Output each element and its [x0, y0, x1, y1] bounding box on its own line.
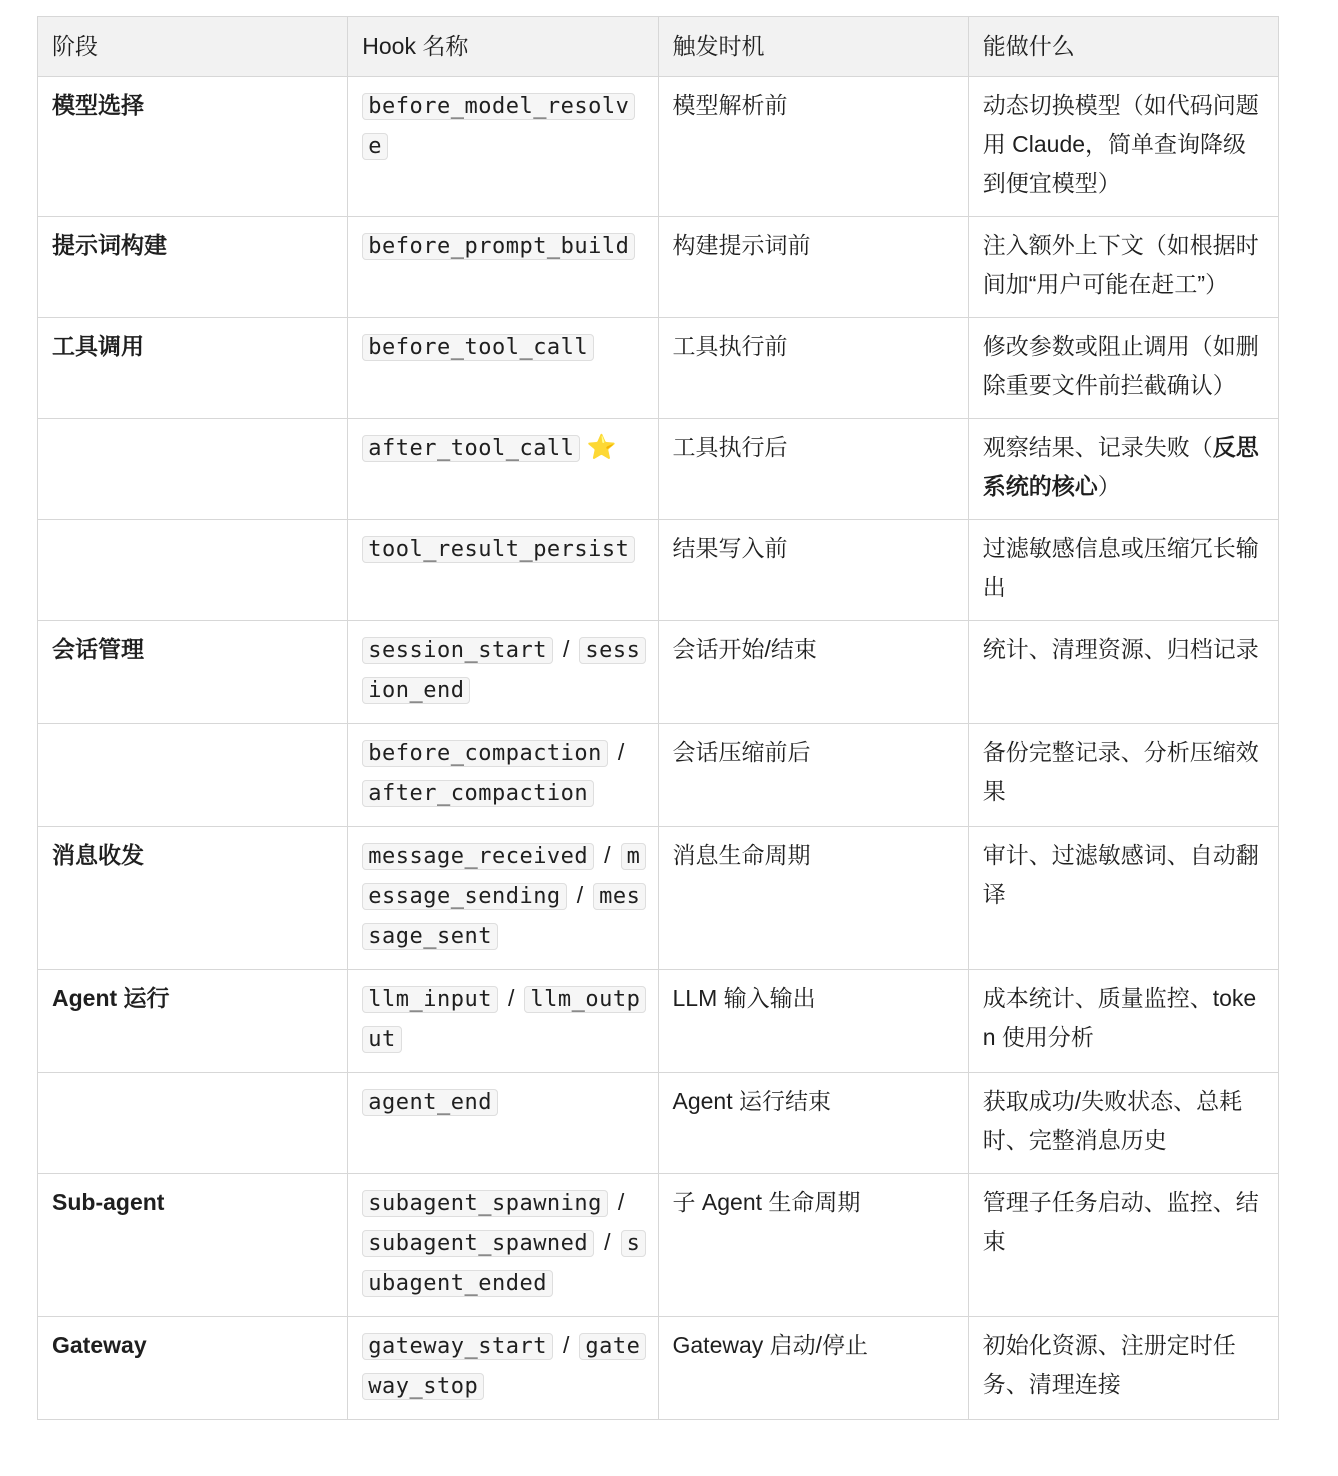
hook-separator: /	[507, 985, 515, 1011]
hook-cell	[348, 217, 658, 318]
stage-cell: Sub-agent	[38, 1174, 348, 1317]
hooks-table	[37, 16, 1279, 1420]
stage-cell: 消息收发	[38, 827, 348, 970]
hook-code: after_compaction	[362, 780, 594, 807]
hook-code: before_model_resolve	[362, 93, 635, 160]
hook-code: before_prompt_build	[362, 233, 635, 260]
stage-cell	[38, 1073, 348, 1174]
trigger-cell: 会话开始/结束	[658, 621, 968, 724]
hook-cell	[348, 77, 658, 217]
trigger-cell: 消息生命周期	[658, 827, 968, 970]
trigger-cell: 工具执行后	[658, 419, 968, 520]
hook-code: tool_result_persist	[362, 536, 635, 563]
trigger-cell: LLM 输入输出	[658, 970, 968, 1073]
table-row	[38, 217, 1279, 318]
hook-code: subagent_spawned	[362, 1230, 594, 1257]
table-row	[38, 827, 1279, 970]
desc-cell: 动态切换模型（如代码问题用 Claude，简单查询降级到便宜模型）	[968, 77, 1278, 217]
table-row	[38, 621, 1279, 724]
stage-cell: 工具调用	[38, 318, 348, 419]
hook-code: subagent_spawning	[362, 1190, 608, 1217]
hook-code: message_sent	[362, 883, 646, 950]
trigger-cell: 模型解析前	[658, 77, 968, 217]
desc-cell: 统计、清理资源、归档记录	[968, 621, 1278, 724]
hook-cell	[348, 1174, 658, 1317]
table-row	[38, 1317, 1279, 1420]
stage-cell: Gateway	[38, 1317, 348, 1420]
hook-cell	[348, 970, 658, 1073]
stage-cell: 会话管理	[38, 621, 348, 724]
table-header-row	[38, 17, 1279, 77]
table-row	[38, 1073, 1279, 1174]
desc-cell: 初始化资源、注册定时任务、清理连接	[968, 1317, 1278, 1420]
hook-code: session_start	[362, 637, 553, 664]
hook-separator: /	[604, 842, 611, 868]
hook-code: subagent_ended	[362, 1230, 646, 1297]
hook-separator: /	[562, 636, 570, 662]
stage-cell: 模型选择	[38, 77, 348, 217]
desc-cell: 备份完整记录、分析压缩效果	[968, 724, 1278, 827]
hook-cell	[348, 621, 658, 724]
hook-cell	[348, 1317, 658, 1420]
desc-cell: 审计、过滤敏感词、自动翻译	[968, 827, 1278, 970]
hook-cell	[348, 520, 658, 621]
stage-cell	[38, 520, 348, 621]
desc-cell: 过滤敏感信息或压缩冗长输出	[968, 520, 1278, 621]
hook-separator: /	[576, 882, 584, 908]
table-row	[38, 77, 1279, 217]
trigger-cell: 会话压缩前后	[658, 724, 968, 827]
header-hook-name: Hook 名称	[348, 17, 658, 77]
hook-code: before_compaction	[362, 740, 608, 767]
desc-open-paren: （	[1189, 434, 1213, 460]
hook-separator: /	[604, 1229, 611, 1255]
desc-emphasis: 反思系统的核心	[982, 434, 1259, 499]
header-stage: 阶段	[38, 17, 348, 77]
hook-code: before_tool_call	[362, 334, 594, 361]
trigger-cell: 构建提示词前	[658, 217, 968, 318]
header-capability: 能做什么	[968, 17, 1278, 77]
hook-cell	[348, 827, 658, 970]
stage-cell	[38, 724, 348, 827]
trigger-cell: 工具执行前	[658, 318, 968, 419]
hook-code: gateway_start	[362, 1333, 553, 1360]
hook-cell	[348, 1073, 658, 1174]
desc-text: 观察结果、记录失败	[982, 434, 1190, 460]
stage-cell: Agent 运行	[38, 970, 348, 1073]
table-row	[38, 724, 1279, 827]
desc-close-paren: ）	[1097, 473, 1121, 499]
stage-cell	[38, 419, 348, 520]
hook-code: agent_end	[362, 1089, 498, 1116]
table-row	[38, 520, 1279, 621]
hook-code: message_sending	[362, 843, 646, 910]
hook-cell	[348, 419, 658, 520]
desc-cell: 修改参数或阻止调用（如删除重要文件前拦截确认）	[968, 318, 1278, 419]
desc-cell: 注入额外上下文（如根据时间加“用户可能在赶工”）	[968, 217, 1278, 318]
table-row	[38, 1174, 1279, 1317]
hook-separator: /	[617, 1189, 625, 1215]
table-row	[38, 419, 1279, 520]
hook-code: gateway_stop	[362, 1333, 646, 1400]
desc-cell: 成本统计、质量监控、token 使用分析	[968, 970, 1278, 1073]
stage-cell: 提示词构建	[38, 217, 348, 318]
header-trigger: 触发时机	[658, 17, 968, 77]
desc-cell	[968, 419, 1278, 520]
table-row	[38, 970, 1279, 1073]
hook-code: message_received	[362, 843, 594, 870]
hook-code: llm_output	[362, 986, 646, 1053]
hook-cell	[348, 318, 658, 419]
hook-separator: /	[617, 739, 625, 765]
hook-code: llm_input	[362, 986, 498, 1013]
desc-cell: 获取成功/失败状态、总耗时、完整消息历史	[968, 1073, 1278, 1174]
hook-code: session_end	[362, 637, 646, 704]
trigger-cell: Agent 运行结束	[658, 1073, 968, 1174]
star-icon: ⭐	[586, 434, 617, 461]
trigger-cell: Gateway 启动/停止	[658, 1317, 968, 1420]
hook-separator: /	[562, 1332, 570, 1358]
trigger-cell: 子 Agent 生命周期	[658, 1174, 968, 1317]
desc-cell: 管理子任务启动、监控、结束	[968, 1174, 1278, 1317]
trigger-cell: 结果写入前	[658, 520, 968, 621]
hook-code: after_tool_call	[362, 435, 580, 462]
table-row	[38, 318, 1279, 419]
hook-cell	[348, 724, 658, 827]
